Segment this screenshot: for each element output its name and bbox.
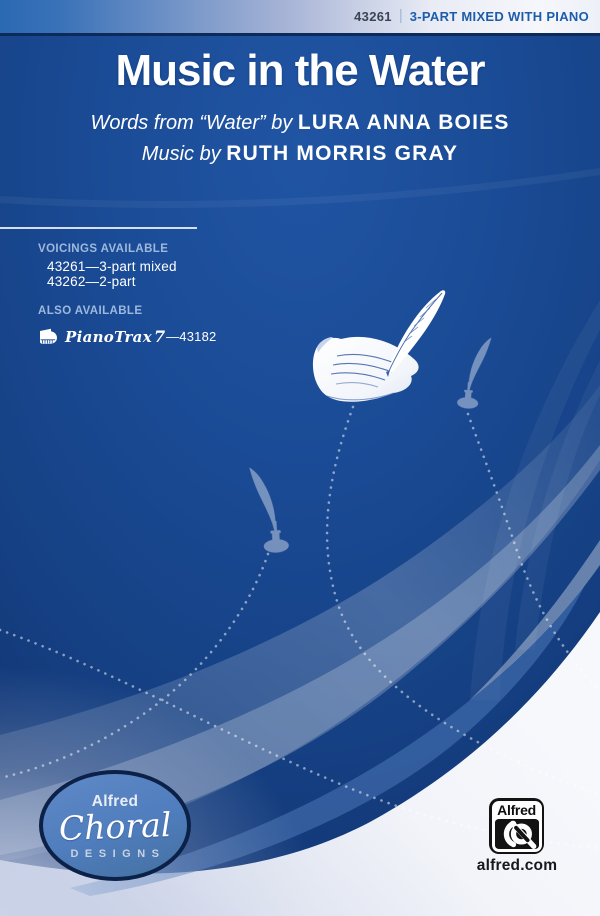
words-byline	[0, 111, 600, 135]
words-prefix: Words from “Water” by	[90, 112, 293, 134]
voicings-list	[47, 260, 240, 289]
header-strip	[0, 0, 600, 33]
title-block	[0, 46, 600, 166]
music-prefix: Music by	[141, 143, 221, 165]
navy-divider	[0, 33, 600, 36]
voicing-item: 43262—2-part	[47, 273, 136, 289]
alfred-logo-text: Alfred	[497, 801, 536, 818]
composer-name: RUTH MORRIS GRAY	[226, 142, 459, 165]
alfred-music-mark	[495, 819, 539, 849]
separator-bar: |	[398, 7, 403, 24]
availability-block	[0, 243, 240, 346]
format-label: 3-PART MIXED WITH PIANO	[409, 9, 589, 24]
lyricist-name: LURA ANNA BOIES	[297, 111, 510, 134]
choral-designs-badge	[39, 770, 191, 881]
alfred-website-link[interactable]: alfred.com	[476, 857, 558, 874]
badge-series: Choral	[58, 804, 172, 848]
badge-brand: Alfred	[91, 792, 139, 810]
voicings-heading: VOICINGS AVAILABLE	[38, 243, 169, 255]
pianotrax-number: 7	[153, 327, 166, 346]
voicing-item: 43261—3-part mixed	[47, 259, 177, 274]
badge-subtitle: DESIGNS	[70, 847, 166, 860]
also-available-heading: ALSO AVAILABLE	[38, 305, 143, 317]
music-byline	[0, 142, 600, 166]
pianotrax-row	[38, 327, 240, 346]
grand-piano-icon	[38, 328, 58, 345]
section-rule	[0, 227, 197, 229]
catalog-number: 43261	[354, 9, 392, 24]
alfred-logo	[489, 798, 544, 854]
pianotrax-code: —43182	[166, 329, 217, 344]
alfred-logo-inner	[492, 801, 542, 852]
page-title: Music in the Water	[115, 46, 485, 95]
pianotrax-brand: PianoTrax	[65, 327, 152, 346]
